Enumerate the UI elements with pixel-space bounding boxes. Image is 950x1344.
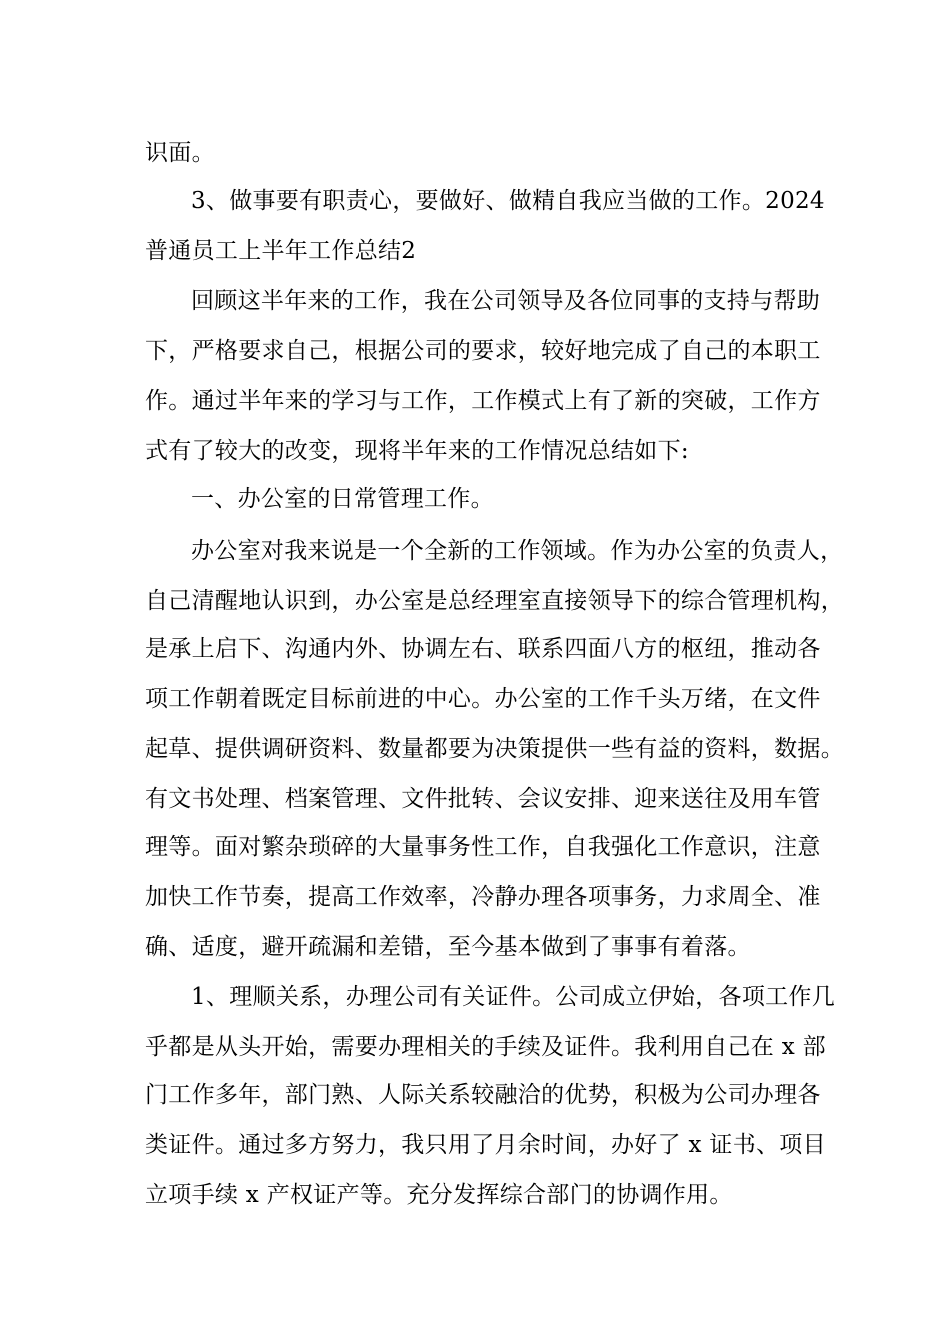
text-line: 回顾这半年来的工作，我在公司领导及各位同事的支持与帮助 <box>191 288 821 314</box>
text-line: 加快工作节奏，提高工作效率，冷静办理各项事务，力求周全、准 <box>145 884 821 910</box>
text-line: 3、做事要有职责心，要做好、做精自我应当做的工作。2024 <box>191 188 825 214</box>
text-line: 确、适度，避开疏漏和差错，至今基本做到了事事有着落。 <box>145 934 751 960</box>
text-line: 1、理顺关系，办理公司有关证件。公司成立伊始，各项工作几 <box>191 984 836 1010</box>
text-line: 立项手续 x 产权证产等。充分发挥综合部门的协调作用。 <box>145 1182 733 1208</box>
text-line: 门工作多年，部门熟、人际关系较融洽的优势，积极为公司办理各 <box>145 1082 821 1108</box>
text-line: 自己清醒地认识到，办公室是总经理室直接领导下的综合管理机构， <box>145 588 844 614</box>
text-line: 识面。 <box>145 140 215 166</box>
text-line: 类证件。通过多方努力，我只用了月余时间，办好了 x 证书、项目 <box>145 1132 826 1158</box>
section-heading: 一、办公室的日常管理工作。 <box>191 486 494 512</box>
text-line: 乎都是从头开始，需要办理相关的手续及证件。我利用自己在 x 部 <box>145 1034 826 1060</box>
text-line: 下，严格要求自己，根据公司的要求，较好地完成了自己的本职工 <box>145 338 821 364</box>
text-line: 项工作朝着既定目标前进的中心。办公室的工作千头万绪，在文件 <box>145 686 821 712</box>
text-line: 起草、提供调研资料、数量都要为决策提供一些有益的资料，数据。 <box>145 736 844 762</box>
text-line: 作。通过半年来的学习与工作，工作模式上有了新的突破，工作方 <box>145 388 821 414</box>
text-line: 办公室对我来说是一个全新的工作领域。作为办公室的负责人， <box>191 538 844 564</box>
text-line: 是承上启下、沟通内外、协调左右、联系四面八方的枢纽，推动各 <box>145 636 821 662</box>
text-line: 式有了较大的改变，现将半年来的工作情况总结如下: <box>145 438 689 464</box>
heading-line: 普通员工上半年工作总结2 <box>145 238 417 264</box>
text-line: 理等。面对繁杂琐碎的大量事务性工作，自我强化工作意识，注意 <box>145 834 821 860</box>
text-line: 有文书处理、档案管理、文件批转、会议安排、迎来送往及用车管 <box>145 786 821 812</box>
